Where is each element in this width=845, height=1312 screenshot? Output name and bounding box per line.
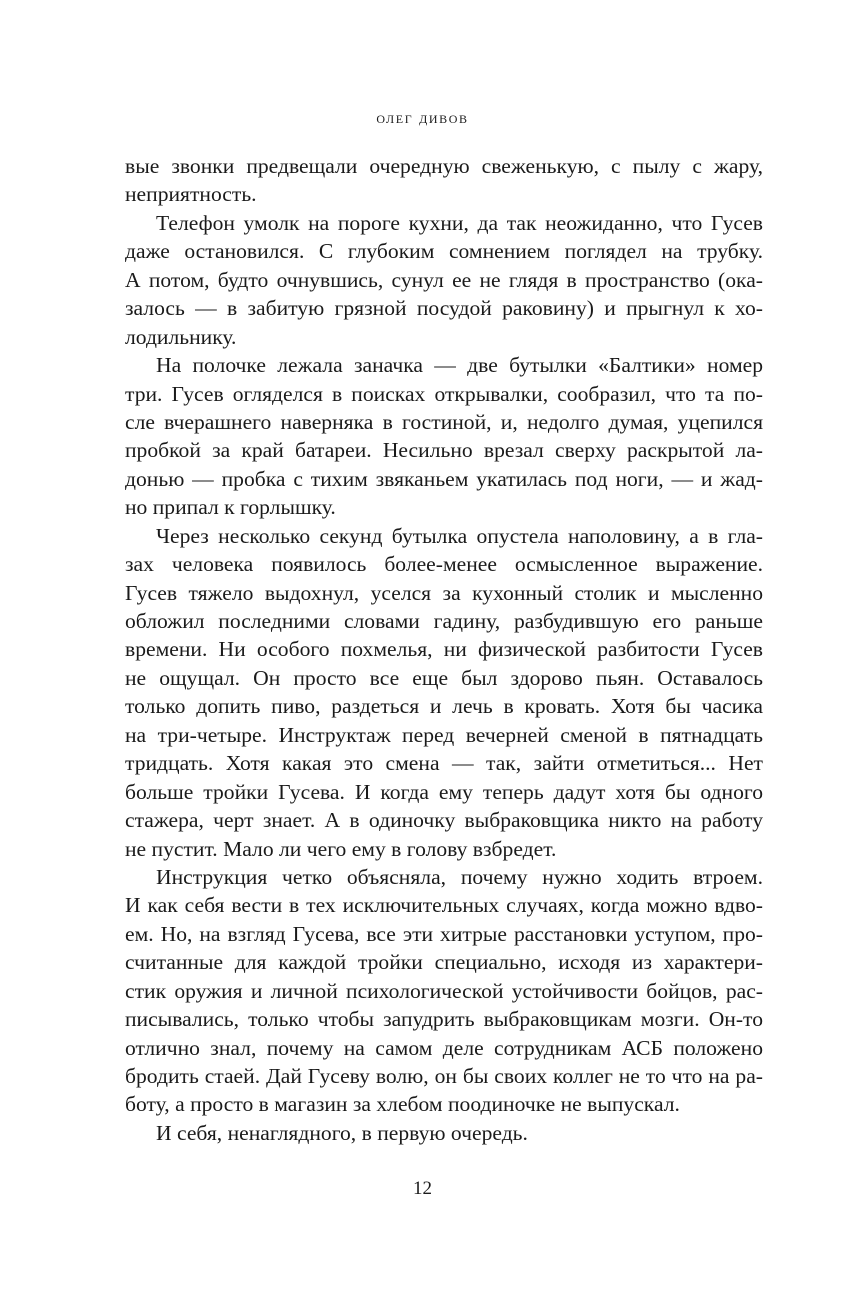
text-line: И себя, ненаглядного, в первую очередь. (156, 1120, 528, 1145)
text-line: Инструкция четко объясняла, почему нужно ходить втроем. (156, 864, 763, 889)
text-line: даже остановился. С глубоким сомнением поглядел на трубку. (125, 239, 763, 264)
text-line: на три-четыре. Инструктаж перед вечерней сменой в пятнадцать (125, 722, 763, 747)
text-line: зах человека появилось более-менее осмысленное выражение. (125, 552, 763, 577)
body-text (125, 152, 763, 1147)
running-head-author: олег дивов (376, 108, 469, 127)
text-line: боту, а просто в магазин за хлебом поодиночке не выпускал. (125, 1092, 680, 1117)
text-line: стик оружия и личной психологической устойчивости бойцов, рас- (125, 978, 763, 1003)
text-line: считанные для каждой тройки специально, исходя из характери- (125, 950, 763, 975)
text-line: времени. Ни особого похмелья, ни физической разбитости Гусев (125, 637, 763, 662)
text-line: но припал к горлышку. (125, 495, 336, 520)
text-line: донью — пробка с тихим звяканьем укатилась под ноги, — и жад- (125, 466, 763, 491)
text-line: И как себя вести в тех исключительных случаях, когда можно вдво- (125, 893, 763, 918)
text-line: Телефон умолк на пороге кухни, да так неожиданно, что Гусев (156, 210, 763, 235)
text-line: А потом, будто очнувшись, сунул ее не глядя в пространство (ока- (125, 267, 763, 292)
text-line: залось — в забитую грязной посудой раковину) и прыгнул к хо- (125, 296, 763, 321)
text-line: стажера, черт знает. А в одиночку выбраковщика никто на работу (125, 808, 763, 833)
text-line: тридцать. Хотя какая это смена — так, зайти отметиться... Нет (125, 751, 763, 776)
text-line: лодильнику. (125, 324, 237, 349)
text-line: три. Гусев огляделся в поисках открывалки, сообразил, что та по- (125, 381, 763, 406)
text-line: обложил последними словами гадину, разбудившую его раньше (125, 609, 763, 633)
text-line: Через несколько секунд бутылка опустела наполовину, а в гла- (156, 523, 763, 548)
text-line: пробкой за край батареи. Несильно врезал сверху раскрытой ла- (125, 438, 763, 463)
text-line: бродить стаей. Дай Гусеву волю, он бы своих коллег не то что на ра- (125, 1064, 763, 1088)
text-line: неприятность. (125, 182, 257, 207)
text-line: Гусев тяжело выдохнул, уселся за кухонный столик и мысленно (125, 580, 763, 605)
text-line: писывались, только чтобы запудрить выбраковщикам мозги. Он-то (125, 1007, 763, 1032)
text-line: ем. Но, на взгляд Гусева, все эти хитрые расстановки уступом, про- (125, 921, 763, 946)
text-line: только допить пиво, раздеться и лечь в кровать. Хотя бы часика (125, 694, 763, 719)
page-number: 12 (413, 1178, 432, 1199)
text-line: На полочке лежала заначка — две бутылки «Балтики» номер (156, 353, 763, 378)
text-line: отлично знал, почему на самом деле сотрудникам АСБ положено (125, 1035, 763, 1060)
text-line: вые звонки предвещали очередную свеженькую, с пылу с жару, (125, 154, 763, 178)
text-line: сле вчерашнего наверняка в гостиной, и, недолго думая, уцепился (125, 409, 763, 434)
text-line: не пустит. Мало ли чего ему в голову взбредет. (125, 836, 557, 861)
text-line: не ощущал. Он просто все еще был здорово пьян. Оставалось (125, 665, 763, 690)
text-line: больше тройки Гусева. И когда ему теперь дадут хотя бы одного (125, 779, 763, 804)
